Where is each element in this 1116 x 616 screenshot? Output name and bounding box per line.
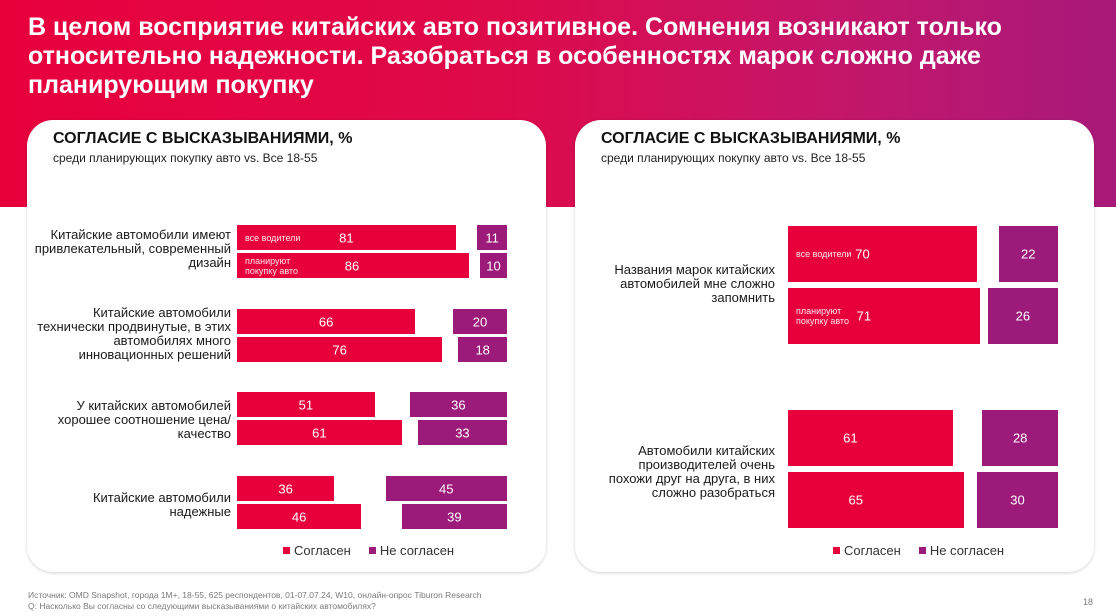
bar-disagree (418, 420, 507, 445)
bar-value-label: 76 (332, 342, 347, 357)
legend-swatch-agree (283, 547, 290, 554)
bar-agree (237, 225, 456, 250)
footnote-question: Q: Насколько Вы согласны со следующими высказываниями о китайских автомобилях? (28, 601, 376, 611)
bar-value-label: 45 (439, 481, 454, 496)
legend-item-agree (283, 543, 351, 558)
bar-value-label: 81 (339, 230, 354, 245)
footnote-source: Источник: OMD Snapshot, города 1M+, 18-55, 625 респондентов, 01-07.07.24, W10, онлайн-опрос Tiburon Research (28, 590, 482, 600)
chart-legend (833, 543, 1004, 558)
bar-agree (237, 476, 334, 501)
bar-value-label: 36 (278, 481, 293, 496)
bar-value-label: 26 (1015, 308, 1031, 324)
bar-disagree (988, 288, 1058, 344)
bar-value-label: 28 (1012, 430, 1028, 446)
bar-agree (237, 392, 375, 417)
chart-title: СОГЛАСИЕ С ВЫСКАЗЫВАНИЯМИ, % (601, 130, 901, 147)
row-label: все водители (245, 232, 301, 243)
bar-value-label: 33 (455, 425, 470, 440)
bar-value-label: 30 (1010, 492, 1025, 508)
bar-disagree (402, 504, 507, 529)
bar-value-label: 71 (856, 308, 872, 324)
bar-disagree (386, 476, 508, 501)
bar-agree (788, 288, 980, 344)
category-label: Китайские автомобили надежные (92, 490, 231, 519)
chart-panel-left (27, 120, 546, 572)
bar-disagree (977, 472, 1058, 528)
category-label: Китайские автомобили имеют привлекательный, современный дизайн (34, 227, 231, 270)
category-label: Китайские автомобили технически продвинутые, в этих автомобилях много инновационных решений (37, 305, 231, 362)
bar-value-label: 46 (291, 509, 307, 524)
page-number: 18 (1083, 597, 1094, 607)
bar-value-label: 66 (318, 314, 334, 329)
bar-value-label: 86 (344, 258, 360, 273)
bar-value-label: 20 (472, 314, 488, 329)
footnote (28, 590, 482, 612)
bar-agree (788, 410, 953, 466)
category-label: У китайских автомобилей хорошее соотношение цена/качество (57, 398, 231, 441)
row-label: планируют покупку авто (796, 306, 849, 326)
chart-subtitle: среди планирующих покупку авто vs. Все 18-55 (601, 151, 866, 165)
bar-value-label: 36 (451, 397, 466, 412)
bar-disagree (982, 410, 1058, 466)
bar-value-label: 18 (475, 342, 490, 357)
bar-agree (237, 253, 469, 278)
bar-agree (788, 226, 977, 282)
legend-label-agree: Согласен (294, 543, 351, 558)
category-label: Названия марок китайских автомобилей мне сложно запомнить (614, 262, 775, 305)
bar-value-label: 70 (855, 246, 870, 262)
bar-agree (237, 504, 361, 529)
bar-agree (237, 420, 402, 445)
bar-value-label: 10 (486, 258, 501, 273)
legend-label-agree: Согласен (844, 543, 901, 558)
bar-disagree (999, 226, 1058, 282)
bar-value-label: 61 (312, 425, 327, 440)
bar-disagree (477, 225, 507, 250)
legend-label-disagree: Не согласен (379, 543, 455, 558)
bar-value-label: 39 (447, 509, 462, 524)
bar-value-label: 65 (848, 492, 863, 508)
legend-swatch-disagree (369, 547, 376, 554)
category-label: Автомобили китайских производителей очень похожи друг на друга, в них сложно разобраться (608, 443, 775, 500)
row-label: все водители (796, 249, 852, 259)
legend-swatch-agree (833, 547, 840, 554)
chart-title: СОГЛАСИЕ С ВЫСКАЗЫВАНИЯМИ, % (53, 130, 353, 147)
bar-agree (237, 309, 415, 334)
bar-value-label: 61 (843, 430, 858, 446)
bar-disagree (480, 253, 507, 278)
chart-panel-right (575, 120, 1094, 572)
bar-value-label: 22 (1021, 246, 1036, 262)
legend-label-disagree: Не согласен (929, 543, 1005, 558)
legend-swatch-disagree (919, 547, 926, 554)
bar-agree (788, 472, 964, 528)
page-title: В целом восприятие китайских авто позитивное. Сомнения возникают только относительно надежности. Разобраться в особенностях марок сложно даже планирующим покупку (28, 13, 1002, 99)
chart-subtitle: среди планирующих покупку авто vs. Все 18-55 (53, 151, 318, 165)
legend-item-disagree (369, 543, 454, 558)
legend-item-agree (833, 543, 901, 558)
row-label: планируют покупку авто (245, 255, 298, 276)
bar-value-label: 51 (298, 397, 314, 412)
bar-value-label: 11 (485, 230, 499, 245)
bar-agree (237, 337, 442, 362)
bar-disagree (458, 337, 507, 362)
chart-legend (283, 543, 454, 558)
bar-disagree (410, 392, 507, 417)
bar-disagree (453, 309, 507, 334)
legend-item-disagree (919, 543, 1004, 558)
